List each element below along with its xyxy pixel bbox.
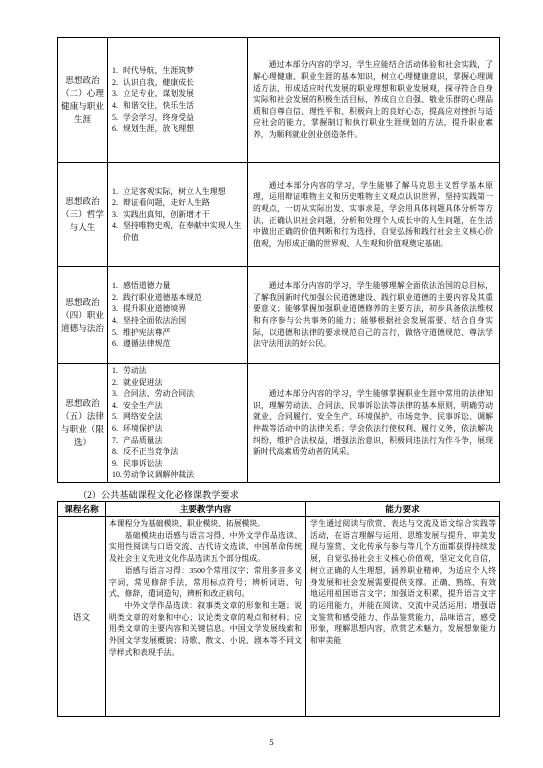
topic-list [108, 186, 247, 244]
list-item: 1. 立足客观实际，树立人生理想 [112, 186, 226, 196]
list-item: 6. 环境保护法 [112, 424, 163, 433]
list-item: 5. 学会学习，终身受益 [112, 112, 195, 122]
list-item: 1. 劳动法 [112, 366, 147, 376]
table-row [58, 163, 500, 267]
list-item: 2. 认识自我，健康成长 [112, 77, 195, 87]
list-item: 4. 安全生产法 [112, 400, 163, 410]
list-item: 7. 产品质量法 [112, 435, 163, 445]
main-content-cell [106, 517, 305, 716]
list-item: 6. 遵循法律规范 [112, 339, 171, 349]
content-paragraph: 本课程分为基础模块、职业模块、拓展模块。 [109, 519, 265, 528]
header-ability: 能力要求 [306, 502, 500, 517]
list-item: 2. 就业促进法 [112, 377, 163, 387]
list-item: 4. 坚持唯物史观，在奉献中实现人生价值 [112, 221, 242, 242]
category-cell: 思想政治（二）心理健康与职业生涯 [58, 38, 108, 163]
list-item: 9. 民事诉讼法 [112, 458, 163, 468]
category-cell: 思想政治（四）职业道德与法治 [58, 267, 108, 364]
header-main-content: 主要教学内容 [106, 502, 306, 517]
table-row [58, 267, 500, 364]
header-course-name: 课程名称 [58, 502, 106, 517]
ability-cell: 学生通过阅读与欣赏、表达与交流及语文综合实践等活动，在语言理解与运用、思维发展与提升、审美发现与鉴赏、文化传承与参与等几个方面都获得持续发展，自觉弘扬社会主义核心价值观，坚定文化自信，树立正确的人生理想，涵养职业精神，为适应个人终身发展和社会发展需要提供支撑。正确、熟练、有效地运用祖国语言文字；加强语文积累，提升语言文字的运用能力，并能在阅读、交流中灵活运用；增强语文鉴赏和感受能力、作品鉴赏能力，品味语言，感受形象，理解思想内容，欣赏艺术魅力，发展想象能力和审美能 [310, 519, 496, 646]
list-item: 4. 坚持全面依法治国 [112, 316, 187, 325]
table-row [58, 364, 500, 483]
course-name-cell: 语文 [58, 517, 106, 717]
table-row [58, 517, 500, 717]
list-item: 2. 辩证看问题，走好人生路 [112, 198, 210, 208]
list-item: 3. 立足专业，谋划发展 [112, 89, 195, 99]
content-paragraph: 基础模块由语感与语言习得、中外文学作品选读、实用性阅读与口语交流、古代诗文选读、中国革命传统及社会主义先进文化作品选读五个部分组成。 [109, 530, 302, 564]
category-cell: 思想政治（五）法律与职业（限选） [58, 364, 108, 483]
topic-list [108, 280, 247, 350]
list-item: 5. 维护宪法尊严 [112, 327, 171, 337]
description-cell: 通过本部分内容的学习，学生能够了解马克思主义哲学基本原理，运用辩证唯物主义和历史唯物主义观点认识世界，坚持实践第一的观点，一切从实际出发、实事求是，学会用具体问题具体分析等方法，正确认识社会问题，分析和处理个人成长中的人生问题，在生活中做出正确的价值判断和行为选择，自觉弘扬和践行社会主义核心价值观，为形成正确的世界观、人生观和价值观奠定基础。 [248, 163, 500, 267]
content-paragraph: 语感与语言习得：3500个常用汉字；常用多音多义字词，常见修辞手法，常用标点符号；辨析词语、句式、修辞，遣词造句，辨析和改正病句。 [109, 565, 302, 599]
list-item: 8. 反不正当竞争法 [112, 447, 179, 457]
section-title: （2）公共基础课程文化必修课教学要求 [78, 490, 239, 500]
description-cell: 通过本部分内容的学习，学生应能结合活动体验和社会实践，了解心理健康、职业生涯的基本知识，树立心理健康意识，掌握心理调适方法，形成适应时代发展的职业理想和职业发展观，探寻符合自身实际和社会发展的积极生活目标，养成自立自强、敬业乐群的心理品质和自尊自信、理性平和、积极向上的良好心态，提高应对挫折与适应社会的能力，掌握制订和执行职业生涯规划的方法，提升职业素养，为顺利就业创业创造条件。 [248, 38, 500, 163]
list-item: 1. 时代导航，生涯筑梦 [112, 66, 195, 76]
description-cell: 通过本部分内容的学习，学生能够掌握职业生涯中常用的法律知识，理解劳动法、合同法、民事诉讼法等法律的基本原则，明确劳动就业、合同履行、安全生产、环境保护、市场竞争、民事诉讼、调解仲裁等活动中的法律关系；学会依法行使权利、履行义务，依法解决纠纷，维护合法权益，增强法治意识，积极同违法行为作斗争，展现新时代高素质劳动者的风采。 [248, 364, 500, 483]
list-item: 3. 合同法、劳动合同法 [112, 389, 195, 399]
list-item: 3. 实践出真知，创新增才干 [112, 209, 210, 219]
list-item: 3. 提升职业道德境界 [112, 304, 187, 314]
list-item: 10. 劳动争议调解仲裁法 [112, 470, 195, 480]
content-paragraph: 中外文学作品选读：叙事类文章的形象和主题；说明类文章的对象和中心；议论类文章的观点和材料；应用类文章的主要内容和关键信息。中国文学发展线索和外国文学发展概貌；诗歌、散文、小说、剧本等不同文学样式和表现手法。 [109, 600, 302, 657]
list-item: 4. 和谐交往，快乐生活 [112, 101, 195, 110]
list-item: 1. 感悟道德力量 [112, 281, 171, 291]
table-row [58, 38, 500, 163]
topic-list [108, 365, 247, 481]
list-item: 6. 规划生涯，放飞理想 [112, 124, 195, 134]
ideology-course-table [57, 37, 500, 483]
topic-list [108, 65, 247, 135]
culture-course-table [57, 501, 500, 717]
page-number: 5 [269, 737, 274, 747]
description-cell: 通过本部分内容的学习，学生能够理解全面依法治国的总目标，了解我国新时代加强公民道德建设、践行职业道德的主要内容及其重要意义；能够掌握加强职业道德修养的主要方法，初步具备依法维权和有序参与公共事务的能力；能够根据社会发展需要、结合自身实际，以道德和法律的要求规范自己的言行，做恪守道德规范、尊法学法守法用法的好公民。 [248, 267, 500, 364]
category-cell: 思想政治（三）哲学与人生 [58, 163, 108, 267]
list-item: 2. 践行职业道德基本规范 [112, 292, 202, 302]
list-item: 5. 网络安全法 [112, 412, 163, 422]
table-header-row [58, 502, 500, 517]
